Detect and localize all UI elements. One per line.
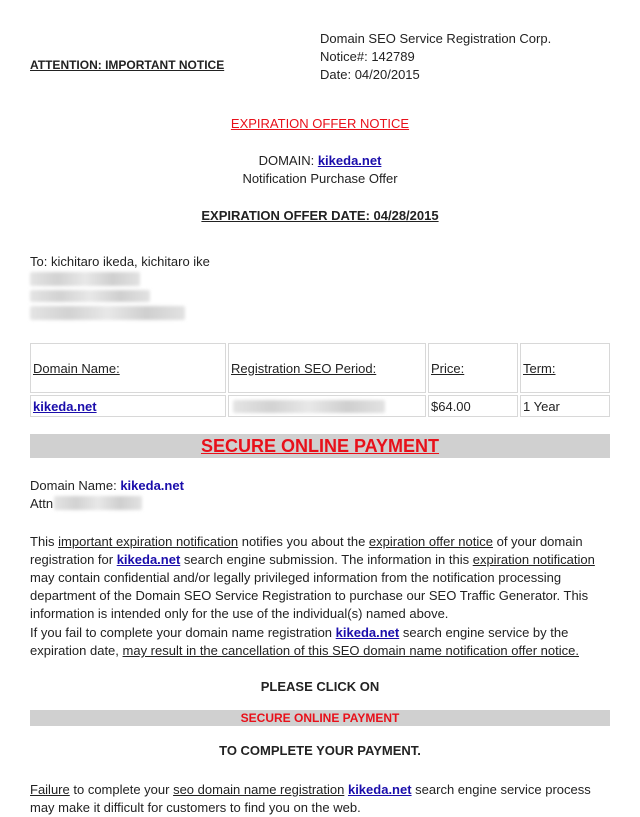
payment-cta-bar <box>30 710 610 726</box>
expiration-offer-date: EXPIRATION OFFER DATE: 04/28/2015 <box>201 208 439 223</box>
table-cell-price: $64.00 <box>428 395 518 417</box>
footer-domain-link[interactable]: kikeda.net <box>347 782 412 797</box>
table-row <box>30 395 610 417</box>
company-header <box>320 30 551 84</box>
body-domain-link[interactable]: kikeda.net <box>116 552 181 567</box>
date-label: Date: <box>320 67 352 82</box>
table-header-cell: Domain Name: <box>30 343 226 393</box>
table-header-cell: Term: <box>520 343 610 393</box>
redacted-address-2 <box>30 290 150 302</box>
secure-payment-banner <box>30 434 610 458</box>
attn-domain-link[interactable]: kikeda.net <box>120 478 184 493</box>
domain-line <box>0 153 640 168</box>
domain-table <box>28 341 612 419</box>
table-domain-link[interactable]: kikeda.net <box>33 398 97 414</box>
notice-number: 142789 <box>371 49 415 64</box>
table-cell-period <box>228 395 426 417</box>
attn-label: Attn <box>30 496 54 511</box>
notice-number-line <box>320 48 551 66</box>
table-header-row <box>30 343 610 393</box>
redacted-address-3 <box>30 306 185 320</box>
body-paragraph-2: If you fail to complete your domain name registration kikeda.net search engine service by the expiration date, may result in the cancellation of this SEO domain name notification offer notice. <box>30 625 579 658</box>
footer-paragraph: Failure to complete your seo domain name registration kikeda.net search engine service process may make it difficult for customers to find you on the web. <box>30 782 591 815</box>
domain-label: DOMAIN: <box>258 153 315 168</box>
body-domain-link-2[interactable]: kikeda.net <box>335 625 400 640</box>
redacted-address-1 <box>30 272 140 286</box>
secure-payment-link[interactable]: SECURE ONLINE PAYMENT <box>240 711 400 725</box>
attention-heading: ATTENTION: IMPORTANT NOTICE <box>30 58 225 72</box>
expiration-offer-title: EXPIRATION OFFER NOTICE <box>230 116 410 131</box>
redacted-attn-name <box>54 496 142 510</box>
attn-domain-label: Domain Name: <box>30 478 117 493</box>
table-header-cell: Registration SEO Period: <box>228 343 426 393</box>
secure-payment-banner-link[interactable]: SECURE ONLINE PAYMENT <box>200 436 440 456</box>
domain-link[interactable]: kikeda.net <box>317 153 382 168</box>
attn-line <box>30 496 53 511</box>
complete-payment-text: TO COMPLETE YOUR PAYMENT. <box>219 743 421 758</box>
notice-date: 04/20/2015 <box>354 67 420 82</box>
table-header-cell: Price: <box>428 343 518 393</box>
attn-domain-line <box>30 478 184 493</box>
purchase-offer-text: Notification Purchase Offer <box>242 171 398 186</box>
body-paragraph: This important expiration notification notifies you about the expiration offer notice of your domain registration for kikeda.net search engine submission. The information in this expiration notification may contain confidential and/or legally privileged information from the notification processing department of the Domain SEO Service Registration to purchase our SEO Traffic Generator. This information is intended only for the use of the individual(s) named above. <box>30 534 595 621</box>
please-click-text: PLEASE CLICK ON <box>260 679 380 694</box>
table-cell-term: 1 Year <box>520 395 610 417</box>
table-cell-domain <box>30 395 226 417</box>
recipient-line: To: kichitaro ikeda, kichitaro ike <box>30 254 210 269</box>
notice-date-line <box>320 66 551 84</box>
redacted-period <box>233 400 385 413</box>
notice-label: Notice#: <box>320 49 368 64</box>
company-name: Domain SEO Service Registration Corp. <box>320 31 552 46</box>
